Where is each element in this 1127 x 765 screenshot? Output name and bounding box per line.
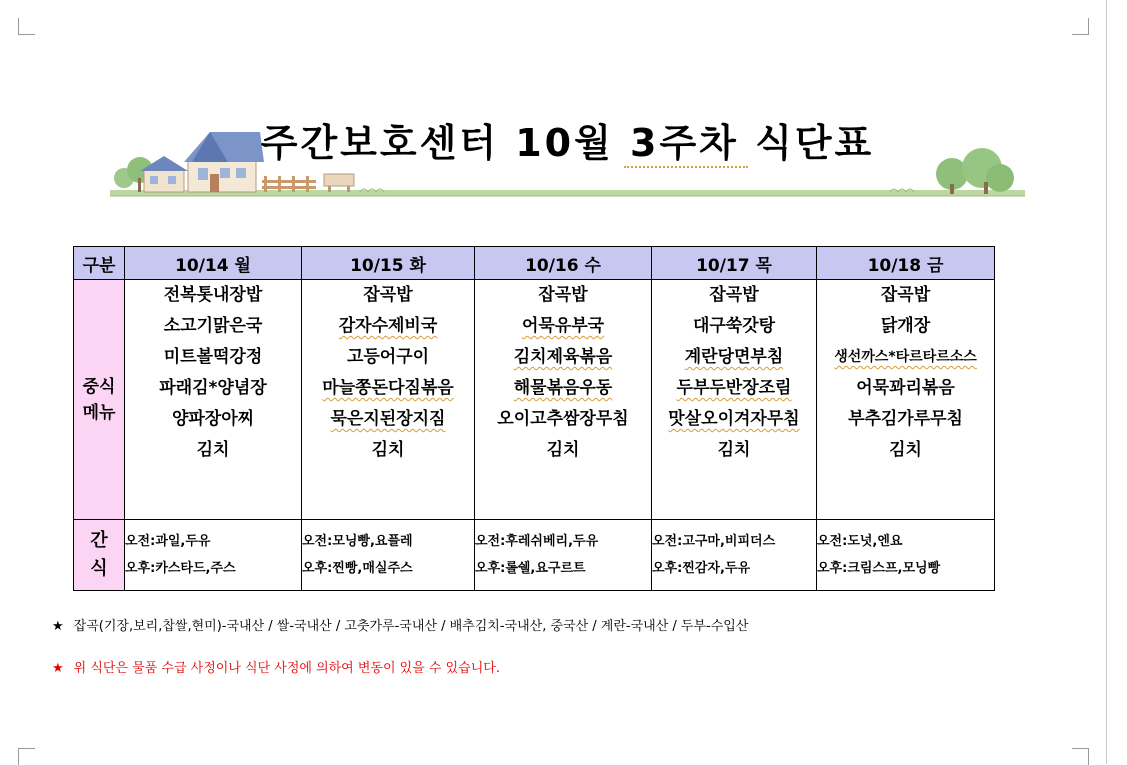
menu-item: 해물볶음우동 (513, 378, 613, 399)
menu-item: 잡곡밥 (363, 285, 413, 306)
table-header-row (74, 247, 995, 280)
menu-item: 전복톳내장밥 (163, 285, 263, 306)
menu-item: 잡곡밥 (538, 285, 588, 306)
lunch-cell-tue (302, 280, 475, 520)
menu-item: 잡곡밥 (709, 285, 759, 306)
snack-item: 오전:고구마,비피더스 (652, 534, 776, 550)
menu-item: 계란당면부침 (684, 347, 784, 368)
origin-note (52, 615, 748, 634)
page-corner-mark (18, 748, 35, 765)
snack-item: 오후:찐빵,매실주스 (302, 561, 413, 577)
snack-cell-thu (652, 520, 817, 591)
page-title: 주간보호센터 10월 3주차 식단표 (260, 121, 875, 165)
snack-cell-mon (125, 520, 302, 591)
snack-row (74, 520, 995, 591)
menu-item: 어묵유부국 (521, 316, 605, 337)
menu-item: 김치 (889, 440, 922, 461)
snack-cell-wed (475, 520, 652, 591)
lunch-cell-mon (125, 280, 302, 520)
menu-item: 미트볼떡강정 (163, 347, 263, 368)
menu-item: 오이고추쌈장무침 (497, 409, 629, 430)
snack-category-cell (74, 520, 125, 591)
menu-item: 부추김가루무침 (848, 409, 963, 430)
header-day-thu: 10/17 목 (652, 247, 817, 280)
menu-item: 두부두반장조림 (676, 378, 792, 399)
star-icon: ★ (52, 661, 64, 676)
star-icon: ★ (52, 619, 64, 634)
page-corner-mark (1072, 748, 1089, 765)
snack-label-2: 식 (90, 558, 108, 580)
menu-item: 감자수제비국 (338, 316, 438, 337)
header-category: 구분 (74, 247, 125, 280)
lunch-category-cell (74, 280, 125, 520)
snack-item: 오전:후레쉬베리,두유 (475, 534, 599, 550)
snack-cell-fri (817, 520, 995, 591)
menu-item: 김치 (546, 440, 580, 461)
menu-item: 소고기맑은국 (163, 316, 263, 337)
menu-item: 마늘쫑돈다짐볶음 (322, 378, 454, 399)
menu-item: 맛살오이겨자무침 (668, 409, 800, 430)
snack-item: 오후:카스타드,주스 (125, 561, 236, 577)
page-corner-mark (18, 18, 35, 35)
origin-note-text: 잡곡(기장,보리,찹쌀,현미)-국내산 / 쌀-국내산 / 고춧가루-국내산 / 배추김치-국내산, 중국산 / 계란-국내산 / 두부-수입산 (73, 619, 749, 634)
weekly-menu-table (73, 246, 995, 591)
header-day-tue: 10/15 화 (302, 247, 475, 280)
menu-item: 양파장아찌 (171, 409, 255, 430)
change-notice-text: 위 식단은 물품 수급 사정이나 식단 사정에 의하여 변동이 있을 수 있습니다. (73, 661, 500, 676)
menu-item: 김치 (196, 440, 230, 461)
page-edge-line (1106, 0, 1107, 764)
snack-item: 오후:찐감자,두유 (652, 561, 751, 577)
snack-label-1: 간 (90, 530, 108, 552)
menu-item: 대구쑥갓탕 (692, 316, 776, 337)
lunch-label: 중식 (82, 376, 116, 397)
change-notice (52, 657, 500, 676)
lunch-cell-thu (652, 280, 817, 520)
snack-cell-tue (302, 520, 475, 591)
menu-item: 고등어구이 (346, 347, 430, 368)
lunch-cell-wed (475, 280, 652, 520)
menu-label: 메뉴 (82, 402, 116, 423)
menu-item: 묵은지된장지짐 (330, 409, 446, 430)
snack-item: 오전:모닝빵,요플레 (302, 534, 413, 550)
lunch-row (74, 280, 995, 520)
snack-item: 오전:도넛,엔요 (817, 534, 903, 550)
menu-item: 어묵꽈리볶음 (856, 378, 955, 399)
menu-item: 김치제육볶음 (513, 347, 613, 368)
snack-item: 오후:롤쉘,요구르트 (475, 561, 586, 577)
header-day-fri: 10/18 금 (817, 247, 995, 280)
header-day-mon: 10/14 월 (125, 247, 302, 280)
menu-item: 잡곡밥 (880, 285, 931, 306)
header-day-wed: 10/16 수 (475, 247, 652, 280)
title-spellcheck-underline (624, 166, 748, 168)
menu-item: 김치 (371, 440, 405, 461)
menu-item: 생선까스*타르타르소스 (834, 349, 977, 366)
menu-item: 김치 (717, 440, 751, 461)
page-corner-mark (1072, 18, 1089, 35)
menu-item: 닭개장 (880, 316, 931, 337)
snack-item: 오전:과일,두유 (125, 534, 211, 550)
menu-item: 파래김*양념장 (159, 378, 267, 399)
snack-item: 오후:크림스프,모닝빵 (817, 561, 941, 577)
lunch-cell-fri (817, 280, 995, 520)
